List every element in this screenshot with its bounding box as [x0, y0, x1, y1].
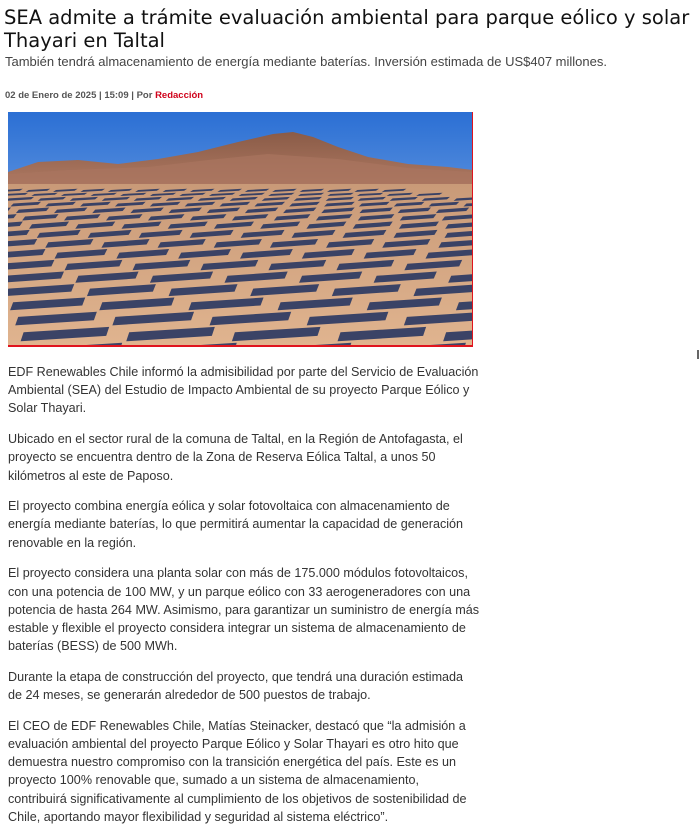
solar-farm-photo	[8, 112, 473, 347]
meta-separator: |	[99, 90, 105, 101]
article-subtitle: También tendrá almacenamiento de energía mediante baterías. Inversión estimada de US$407 millones.	[5, 54, 607, 69]
meta-separator: |	[131, 90, 137, 101]
paragraph: Ubicado en el sector rural de la comuna de Taltal, en la Región de Antofagasta, el proyecto se encuentra dentro de la Zona de Reserva Eólica Taltal, a unos 50 kilómetros al este de Paposo.	[8, 432, 463, 483]
article-body	[8, 363, 480, 831]
paragraph: El proyecto combina energía eólica y solar fotovoltaica con almacenamiento de energía mediante baterías, lo que permitirá aumentar la capacidad de generación renovable en la región.	[8, 499, 464, 550]
paragraph: El CEO de EDF Renewables Chile, Matías Steinacker, destacó que “la admisión a evaluación ambiental del proyecto Parque Eólico y Solar Thayari es otro hito que demuestra nuestro compromiso con la transición energética del país. Este es un proyecto 100% renovable que, sumado a un sistema de almacenamiento, contribuirá significativamente al cumplimiento de los objetivos de sostenibilidad de Chile, aportando mayor flexibilidad y seguridad al sistema eléctrico”.	[8, 718, 467, 824]
article-title: SEA admite a trámite evaluación ambiental para parque eólico y solar Thayari en Taltal	[4, 6, 690, 52]
solar-panel-row	[472, 260, 473, 270]
scroll-marker	[697, 350, 699, 359]
by-label: Por	[136, 90, 153, 101]
paragraph: EDF Renewables Chile informó la admisibilidad por parte del Servicio de Evaluación Ambiental (SEA) del Estudio de Impacto Ambiental de su proyecto Parque Eólico y Solar Thayari.	[8, 365, 479, 416]
article-meta	[5, 90, 203, 102]
publish-date: 02 de Enero de 2025	[5, 90, 97, 101]
author-link[interactable]: Redacción	[155, 90, 204, 101]
publish-time: 15:09	[104, 90, 129, 101]
paragraph: Durante la etapa de construcción del proyecto, que tendrá una duración estimada de 24 meses, se generarán alrededor de 500 puestos de trabajo.	[8, 669, 464, 703]
paragraph: El proyecto considera una planta solar con más de 175.000 módulos fotovoltaicos, con una potencia de 100 MW, y un parque eólico con 33 aerogeneradores con una potencia de hasta 264 MW. Asimismo, para garantizar un suministro de energía más estable y flexible el proyecto considera integrar un sistema de almacenamiento de baterías (BESS) de 500 MWh.	[8, 566, 480, 654]
